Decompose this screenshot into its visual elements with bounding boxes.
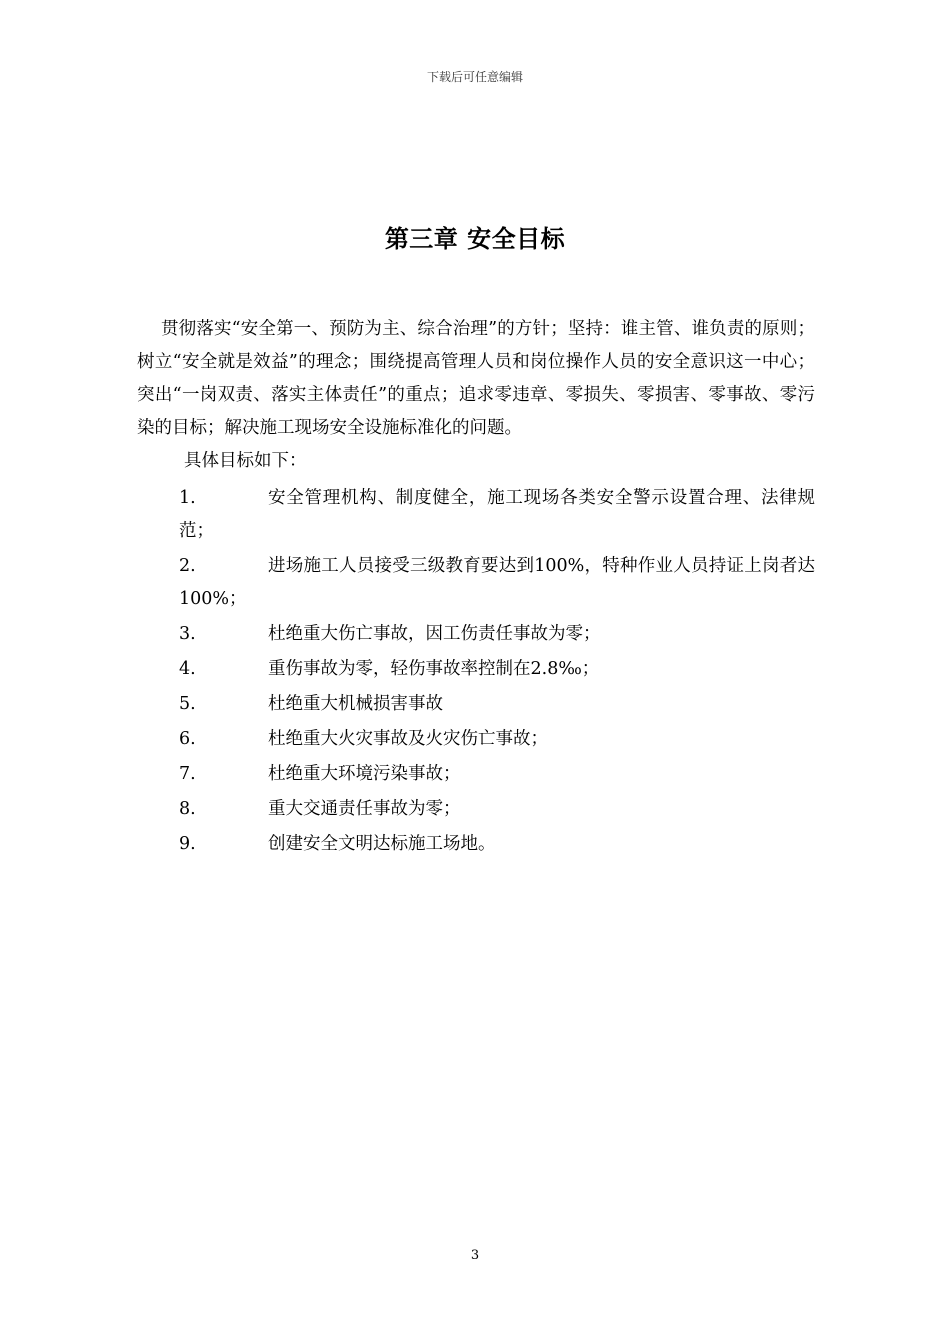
- list-item: [137, 723, 815, 756]
- list-item-text: 杜绝重大环境污染事故；: [268, 764, 461, 784]
- list-item: [137, 758, 815, 791]
- list-item-text: 重大交通责任事故为零；: [268, 799, 461, 819]
- list-item: [137, 550, 815, 616]
- goals-intro: 具体目标如下：: [184, 451, 307, 471]
- chapter-title: 第三章 安全目标: [384, 225, 566, 253]
- list-item-text: 创建安全文明达标施工场地。: [268, 834, 496, 854]
- list-item: [137, 618, 815, 651]
- list-item-number: 7.: [179, 764, 196, 784]
- list-item-number: 2.: [179, 556, 196, 576]
- list-item-text: 进场施工人员接受三级教育要达到100%，特种作业人员持证上岗者达100%；: [179, 556, 815, 609]
- list-item-text: 杜绝重大火灾事故及火灾伤亡事故；: [268, 729, 548, 749]
- list-item-number: 5.: [179, 694, 196, 714]
- body-content: [137, 313, 815, 863]
- list-item-text: 安全管理机构、制度健全，施工现场各类安全警示设置合理、法律规范；: [179, 488, 815, 541]
- list-item: [137, 793, 815, 826]
- list-item-text: 杜绝重大伤亡事故，因工伤责任事故为零；: [268, 624, 601, 644]
- list-item: [137, 482, 815, 548]
- list-item: [137, 653, 815, 686]
- policy-paragraph: 贯彻落实“安全第一、预防为主、综合治理”的方针；坚持：谁主管、谁负责的原则；树立“安全就是效益”的理念；围绕提高管理人员和岗位操作人员的安全意识这一中心；突出“一岗双责、落实主体责任”的重点；追求零违章、零损失、零损害、零事故、零污染的目标；解决施工现场安全设施标准化的问题。: [137, 319, 815, 438]
- list-item-text: 杜绝重大机械损害事故: [268, 694, 443, 714]
- list-item: [137, 688, 815, 721]
- list-item-number: 4.: [179, 659, 196, 679]
- list-item-number: 8.: [179, 799, 196, 819]
- list-item: [137, 828, 815, 861]
- page-number: 3: [470, 1248, 480, 1263]
- list-item-number: 6.: [179, 729, 196, 749]
- goals-list: [137, 482, 815, 861]
- list-item-number: 9.: [179, 834, 196, 854]
- list-item-number: 3.: [179, 624, 196, 644]
- list-item-text: 重伤事故为零，轻伤事故率控制在2.8‰；: [268, 659, 600, 679]
- list-item-number: 1.: [179, 488, 196, 508]
- page-header: 下载后可任意编辑: [426, 70, 523, 84]
